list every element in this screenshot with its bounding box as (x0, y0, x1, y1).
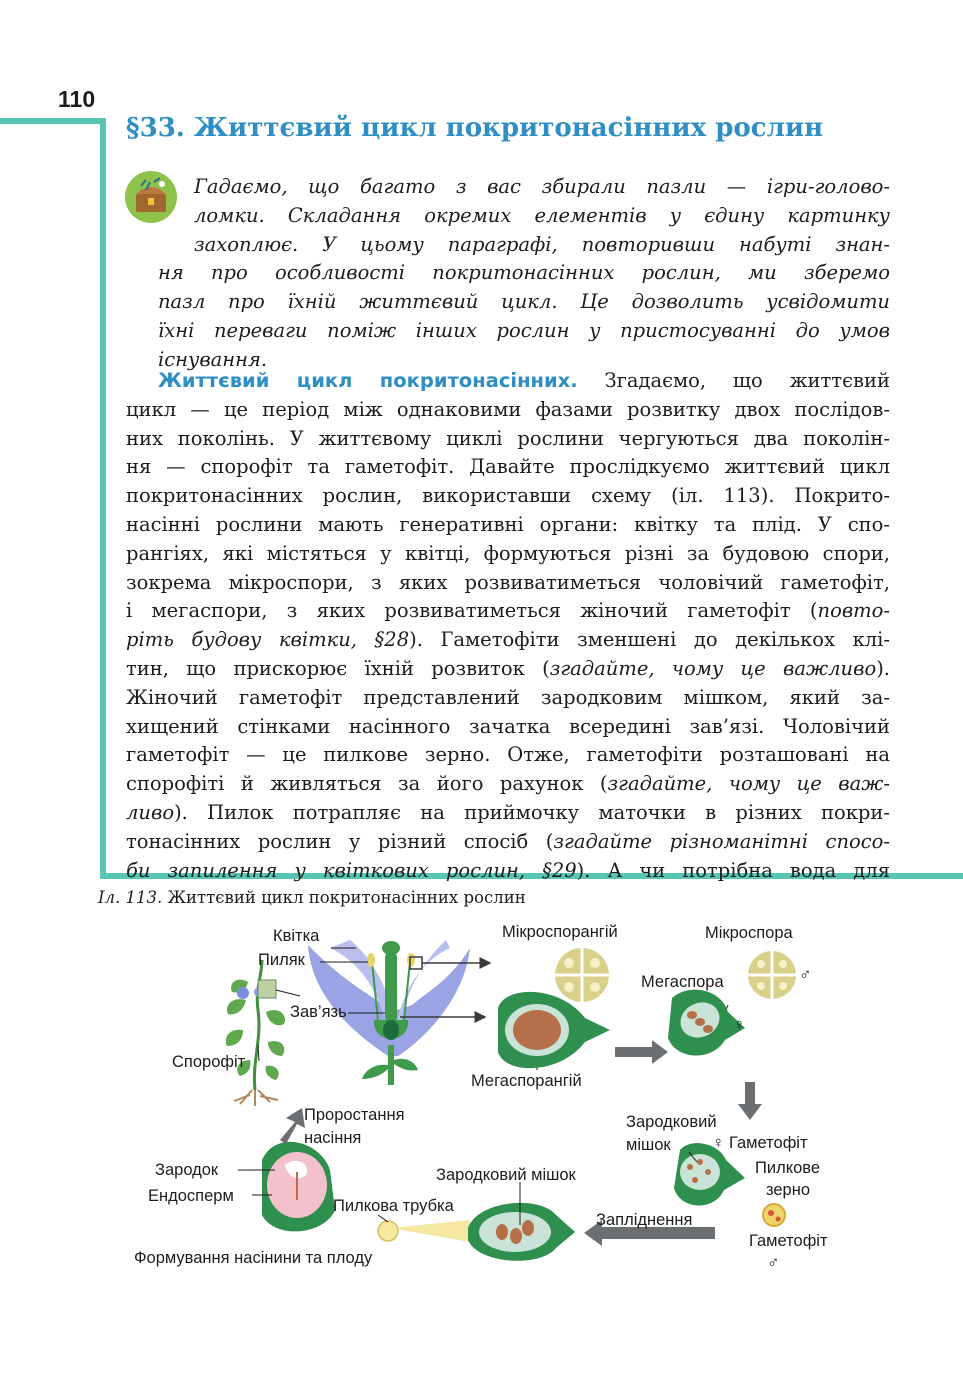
megasporangium (498, 992, 610, 1068)
italic-text: повто- (817, 599, 890, 623)
body-line: цикл — це період між однаковими фазами розвитку двох послідов- (126, 397, 890, 421)
italic-text: ливо (126, 800, 175, 824)
label-embryo-sac-1: Зародковий (626, 1113, 717, 1131)
label-embryo: Зародок (155, 1161, 219, 1179)
seed-ovule (262, 1142, 335, 1232)
label-embryo-sac-stage: Зародковий мішок (436, 1166, 576, 1184)
italic-text: згадайте, чому це важливо (549, 656, 877, 680)
section-title: §33. Життєвий цикл покритонасінних рослин (126, 113, 824, 143)
body-line: рангіях, які містяться у квітці, формуються різні за будовою спори, (126, 541, 890, 565)
intro-line: захоплює. У цьому параграфі, повторивши набуті знан- (194, 232, 890, 256)
label-megaspore: Мегаспора (641, 973, 724, 991)
italic-text: ріть будову квітки, §28 (126, 628, 410, 652)
body-text: і мегаспори, з яких розвиватиметься жіночий гаметофіт ( (126, 599, 818, 623)
label-megasporangium: Мегаспорангій (471, 1072, 582, 1090)
body-text: тонасінних рослин у різний спосіб ( (126, 829, 554, 853)
label-embryo-sac-2: мішок (626, 1136, 671, 1154)
figure-number: Іл. 113. (98, 888, 163, 907)
body-line: хищений стінками насінного зачатка всередині зав’язі. Чоловічий (126, 714, 890, 738)
label-pollen-grain-1: Пилкове (755, 1159, 821, 1177)
label-anther: Пиляк (258, 951, 305, 969)
italic-text: би запилення у квіткових рослин, §29 (126, 858, 577, 882)
intro-line: існування. (158, 347, 268, 371)
label-pollen-tube: Пилкова трубка (333, 1197, 454, 1215)
arrow-right (615, 1040, 668, 1064)
intro-line: ломки. Складання окремих елементів у єдину картинку (194, 203, 890, 227)
label-seed-formation: Формування насінини та плоду (134, 1249, 373, 1267)
body-line: гаметофіт — це пилкове зерно. Отже, гаметофіти розташовані на (126, 743, 890, 767)
body-text: спорофіті й живляться за його рахунок ( (126, 772, 608, 796)
body-text: тин, що прискорює їхній розвиток ( (126, 656, 550, 680)
label-flower: Квітка (273, 927, 320, 945)
female-symbol: ♀ (712, 1134, 725, 1152)
label-microspore: Мікроспора (705, 924, 793, 942)
body-text: ). (876, 656, 890, 680)
body-text: Згадаємо, що життєвий (577, 369, 890, 392)
subheading: Життєвий цикл покритонасінних. (158, 369, 578, 392)
body-line: Жіночий гаметофіт представлений зародковим мішком, який за- (126, 685, 890, 709)
label-germination-2: насіння (304, 1129, 362, 1147)
label-gametophyte-female: Гаметофіт (729, 1134, 808, 1152)
body-text: ). Пилок потрапляє на приймочку маточки в різних покри- (174, 800, 890, 824)
pollen-grain (763, 1204, 785, 1226)
label-sporophyte: Спорофіт (172, 1053, 246, 1071)
body-line: покритонасінних рослин, використавши схему (іл. 113). Покрито- (126, 484, 890, 508)
intro-line: пазл про їхній життєвий цикл. Це дозволить усвідомити (158, 290, 890, 314)
female-symbol: ♀ (733, 1016, 746, 1034)
microspore (748, 951, 796, 999)
male-symbol: ♂ (799, 966, 812, 984)
body-text: ). А чи потрібна вода для (576, 858, 891, 882)
male-symbol: ♂ (767, 1254, 780, 1272)
body-line: них поколінь. У життєвому циклі рослини чергуються два поколін- (126, 426, 890, 450)
intro-line: Гадаємо, що багато з вас збирали пазли — ігри-голово- (194, 175, 890, 198)
figure-caption-text: Життєвий цикл покритонасінних рослин (162, 888, 526, 907)
italic-text: згадайте різноманітні спосо- (553, 829, 890, 853)
body-line: ня — спорофіт та гаметофіт. Давайте прослідкуємо життєвий цикл (126, 455, 890, 479)
italic-text: згадайте, чому це важ- (607, 772, 890, 796)
body-text: ). Гаметофіти зменшені до декількох клі- (409, 628, 890, 652)
arrow-up (280, 1108, 305, 1144)
microsporangium (555, 948, 609, 1002)
label-germination-1: Проростання (304, 1106, 405, 1124)
body-line: насінні рослини мають генеративні органи: квітку та плід. У спо- (126, 512, 890, 536)
label-pollen-grain-2: зерно (766, 1181, 811, 1199)
label-endosperm: Ендосперм (148, 1187, 234, 1205)
intro-line: їхні переваги поміж інших рослин у пристосуванні до умов (158, 318, 890, 342)
intro-line: ня про особливості покритонасінних рослин, ми зберемо (158, 261, 890, 285)
sporophyte-plant (226, 960, 300, 1106)
label-ovary: Зав’язь (290, 1003, 347, 1021)
page-number: 110 (58, 86, 96, 112)
body-line: зокрема мікроспори, з яких розвиватиметься чоловічий гаметофіт, (126, 570, 890, 594)
label-fertilization: Запліднення (596, 1211, 693, 1229)
arrow-down (738, 1082, 762, 1120)
label-gametophyte-male: Гаметофіт (749, 1232, 828, 1250)
label-microsporangium: Мікроспорангій (502, 923, 618, 941)
